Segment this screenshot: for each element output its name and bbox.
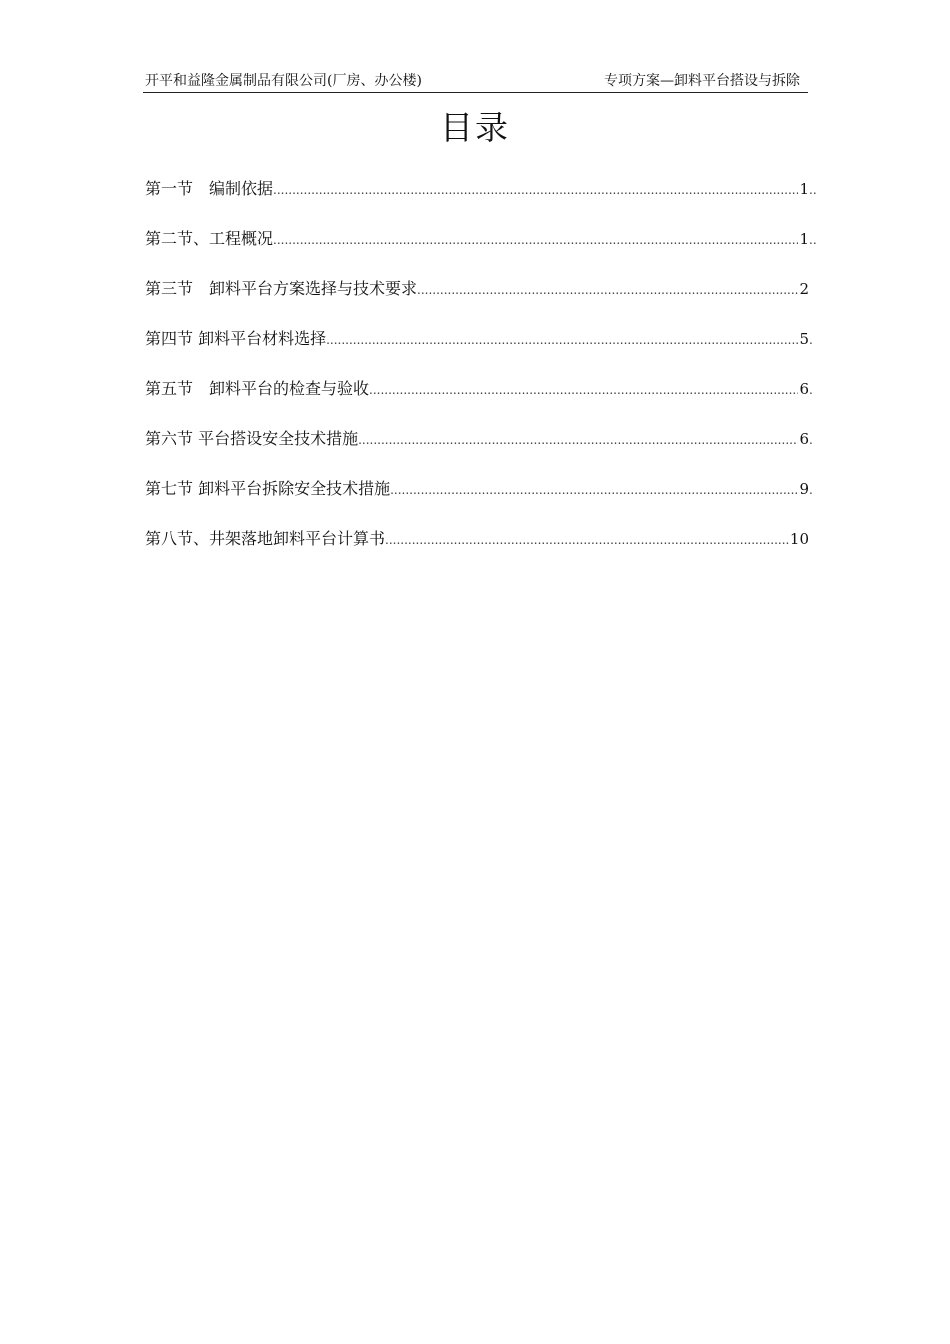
toc-leader-dots: [417, 283, 798, 297]
toc-page-number: 5: [799, 330, 809, 348]
toc-leader-dots: [326, 333, 798, 347]
toc-leader-dots: [273, 233, 798, 247]
toc-page-number: 9: [799, 480, 809, 498]
toc-leader-dots: [369, 383, 798, 397]
toc-trailing-dots: .: [809, 433, 813, 447]
toc-trailing-dots: .: [809, 483, 813, 497]
toc-entry[interactable]: [145, 326, 825, 376]
toc-entry[interactable]: [145, 176, 825, 226]
toc-entry[interactable]: [145, 426, 825, 476]
page-header: [143, 68, 808, 93]
header-document-title: 专项方案—卸料平台搭设与拆除: [604, 73, 800, 89]
toc-page-number: 1: [799, 180, 809, 198]
toc-trailing-dots: .: [809, 383, 813, 397]
toc-entry-label: 第五节 卸料平台的检查与验收: [145, 379, 370, 398]
toc-entry[interactable]: [145, 376, 825, 426]
toc-entry-label: 第三节 卸料平台方案选择与技术要求: [145, 279, 418, 298]
table-of-contents: [145, 176, 825, 576]
toc-entry[interactable]: [145, 226, 825, 276]
toc-entry-label: 第八节、井架落地卸料平台计算书: [145, 529, 386, 548]
toc-entry-label: 第四节 卸料平台材料选择: [145, 329, 327, 348]
toc-entry[interactable]: [145, 276, 825, 326]
toc-page-number: 6: [799, 380, 809, 398]
toc-entry-label: 第一节 编制依据: [145, 179, 274, 198]
toc-leader-dots: [390, 483, 798, 497]
toc-page-number: 2: [799, 280, 809, 298]
toc-leader-dots: [273, 183, 798, 197]
toc-page-number: 6: [799, 430, 809, 448]
toc-entry-label: 第六节 平台搭设安全技术措施: [145, 429, 359, 448]
toc-page-number: 10: [789, 530, 809, 548]
toc-entry[interactable]: [145, 526, 825, 576]
toc-trailing-dots: .: [809, 333, 813, 347]
toc-trailing-dots: ..: [809, 233, 817, 247]
toc-title: 目录: [440, 108, 510, 147]
toc-entry[interactable]: [145, 476, 825, 526]
header-company-name: 开平和益隆金属制品有限公司(厂房、办公楼): [145, 73, 422, 89]
toc-leader-dots: [358, 433, 798, 447]
toc-page-number: 1: [799, 230, 809, 248]
toc-trailing-dots: ..: [809, 183, 817, 197]
toc-entry-label: 第七节 卸料平台拆除安全技术措施: [145, 479, 391, 498]
toc-entry-label: 第二节、工程概况: [145, 229, 274, 248]
toc-leader-dots: [385, 533, 789, 547]
